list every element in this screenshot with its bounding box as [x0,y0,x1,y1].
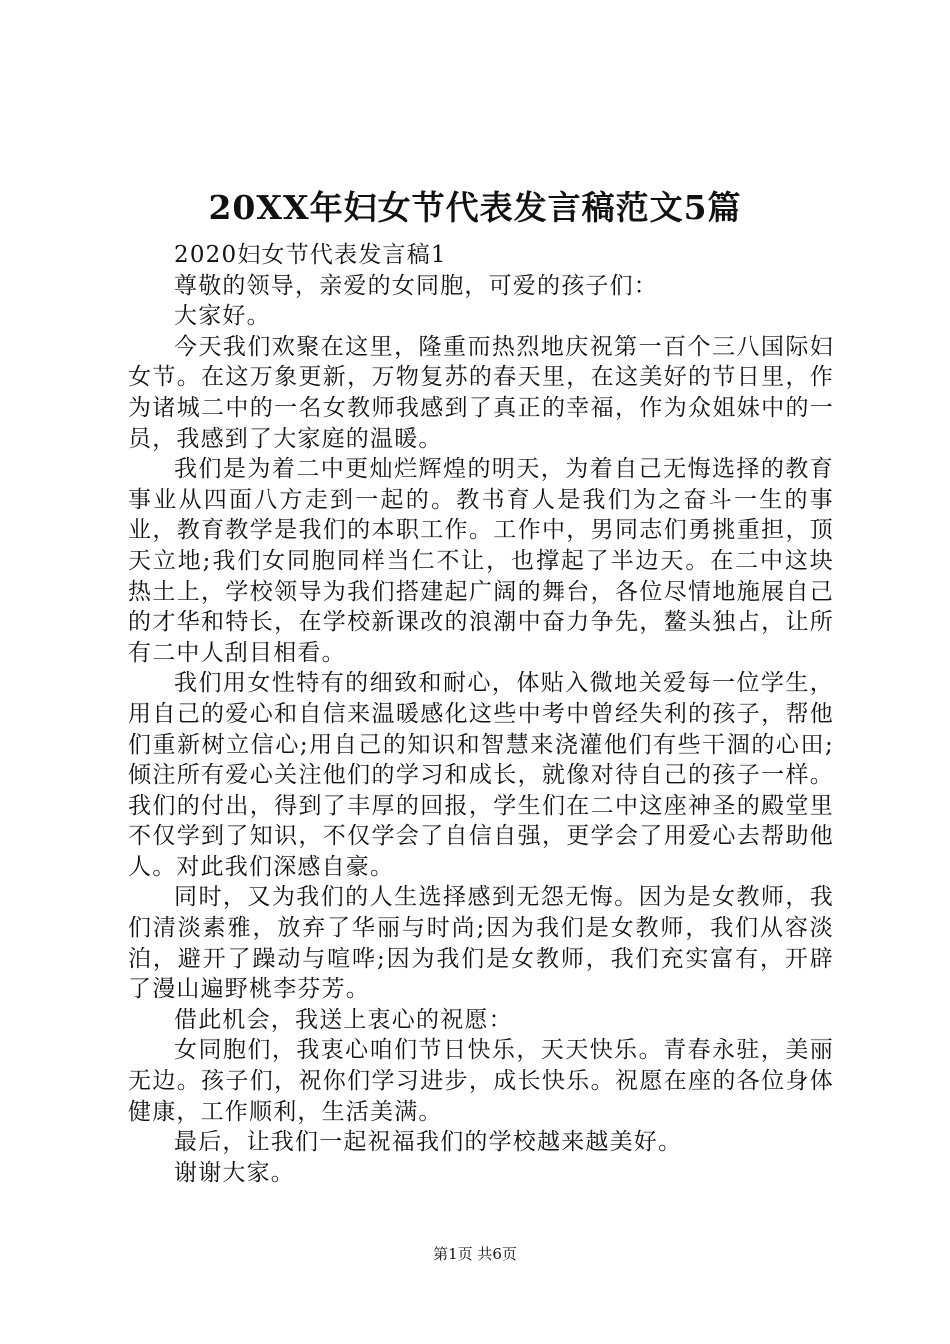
page-number-footer: 第1页 共6页 [433,1245,517,1263]
paragraph: 借此机会，我送上衷心的祝愿： [174,1006,513,1033]
paragraph: 我们是为着二中更灿烂辉煌的明天，为着自己无悔选择的教育事业从四面八方走到一起的。教书育人是我们为之奋斗一生的事业，教育教学是我们的本职工作。工作中，男同志们勇挑重担，顶天立地;我们女同胞同样当仁不让，也撑起了半边天。在二中这块热土上，学校领导为我们搭建起广阔的舞台，各位尽情地施展自己的才华和特长，在学校新课改的浪潮中奋力争先，鳌头独占，让所有二中人刮目相看。 [128,456,834,666]
document-title: 20XX年妇女节代表发言稿范文5篇 [208,188,742,227]
paragraph: 最后，让我们一起祝福我们的学校越来越美好。 [174,1129,683,1156]
paragraph-heading: 2020妇女节代表发言稿1 [174,242,447,268]
paragraph-closing: 谢谢大家。 [174,1159,295,1186]
paragraph-greeting: 大家好。 [174,303,271,330]
paragraph: 同时，又为我们的人生选择感到无怨无悔。因为是女教师，我们清淡素雅，放弃了华丽与时尚;因为我们是女教师，我们从容淡泊，避开了躁动与喧哗;因为我们是女教师，我们充实富有，开辟了漫山遍野桃李芬芳。 [128,884,834,1003]
paragraph: 今天我们欢聚在这里，隆重而热烈地庆祝第一百个三八国际妇女节。在这万象更新，万物复苏的春天里，在这美好的节日里，作为诸城二中的一名女教师我感到了真正的幸福，作为众姐妹中的一员，我感到了大家庭的温暖。 [128,333,834,452]
paragraph-salutation: 尊敬的领导，亲爱的女同胞，可爱的孩子们： [174,272,658,299]
paragraph: 女同胞们，我衷心咱们节日快乐，天天快乐。青春永驻，美丽无边。孩子们，祝你们学习进步，成长快乐。祝愿在座的各位身体健康，工作顺利，生活美满。 [128,1037,834,1125]
paragraph: 我们用女性特有的细致和耐心，体贴入微地关爱每一位学生，用自己的爱心和自信来温暖感化这些中考中曾经失利的孩子，帮他们重新树立信心;用自己的知识和智慧来浇灌他们有些干涸的心田;倾注所有爱心关注他们的学习和成长，就像对待自己的孩子一样。我们的付出，得到了丰厚的回报，学生们在二中这座神圣的殿堂里不仅学到了知识，不仅学会了自信自强，更学会了用爱心去帮助他人。对此我们深感自豪。 [128,670,834,880]
document-body [128,240,834,1188]
